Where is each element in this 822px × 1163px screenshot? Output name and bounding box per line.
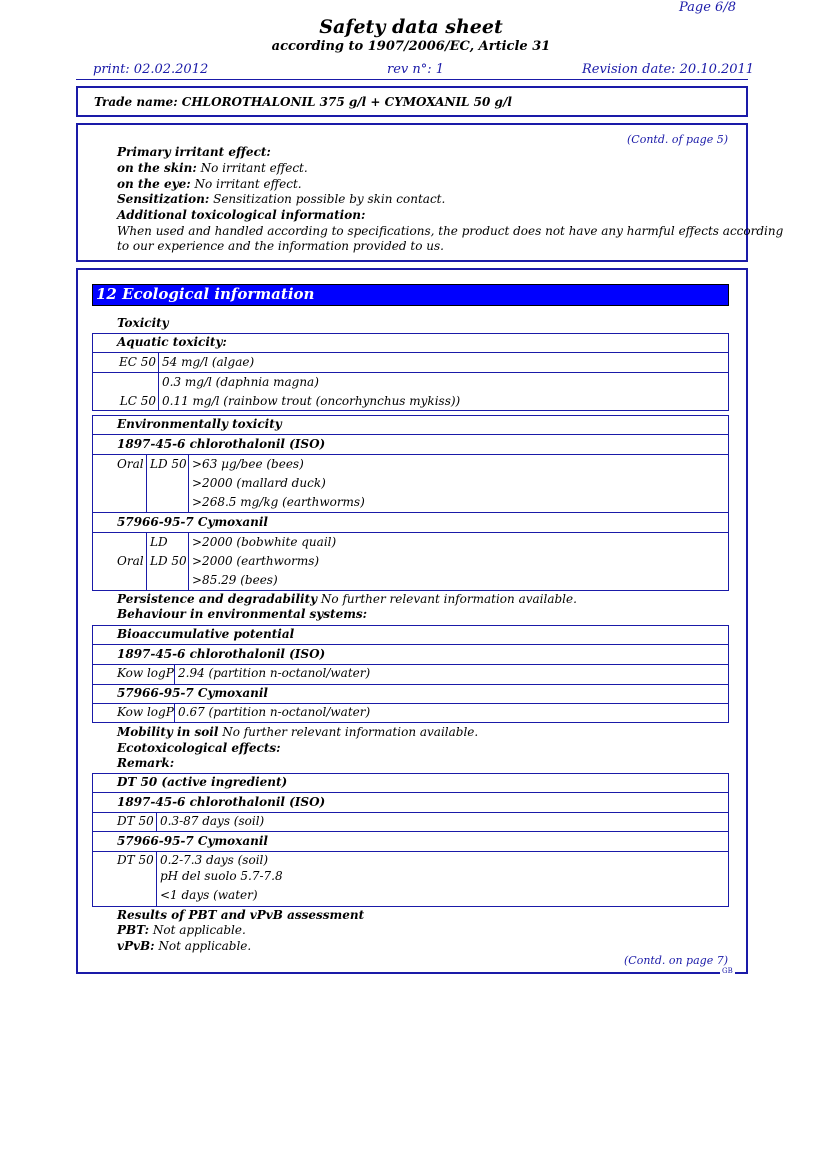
env-s2-type-ld50: LD 50 [150,554,187,568]
bio-substance-chlorothalonil: 1897-45-6 chlorothalonil (ISO) [117,647,326,661]
section11-box [76,123,784,262]
env-s2-value-1: >2000 (bobwhite quail) [192,535,337,549]
print-date: print: 02.02.2012 [93,62,209,77]
environmental-toxicity-title: Environmentally toxicity [117,417,282,431]
table-rule [188,532,189,591]
env-s2-value-3: >85.29 (bees) [192,573,278,587]
toxicity-heading: Toxicity [117,316,169,330]
dt50-1-value: 0.3-87 days (soil) [160,814,265,828]
bio-substance-cymoxanil: 57966-95-7 Cymoxanil [117,686,268,700]
mobility-label: Mobility in soil [117,725,219,739]
kow1-label: Kow logP [117,666,174,680]
aquatic-toxicity-title: Aquatic toxicity: [117,335,227,349]
table-rule [92,812,729,813]
bioaccumulative-title: Bioaccumulative potential [117,627,295,641]
pbt-value: Not applicable. [149,923,246,937]
env-s1-value-2: >2000 (mallard duck) [192,476,326,490]
ec50-label: EC 50 [118,355,156,369]
skin-value: No irritant effect. [196,161,308,175]
vpvb-label: vPvB: [117,939,155,953]
eye-line [117,177,302,191]
contd-from: (Contd. of page 5) [627,133,728,146]
table-rule [92,664,729,665]
skin-line [117,161,308,175]
dt50-2-label: DT 50 [117,853,154,867]
vpvb-value: Not applicable. [154,939,252,953]
dt50-1-label: DT 50 [117,814,154,828]
table-rule [174,703,175,723]
table-rule [158,352,159,411]
document-title: Safety data sheet [319,16,503,38]
table-rule [92,851,729,852]
skin-label: on the skin: [117,161,197,175]
document-subtitle: according to 1907/2006/EC, Article 31 [271,39,551,54]
table-rule [174,664,175,684]
persistence-label: Persistence and degradability [117,592,318,606]
additional-tox-text-1: When used and handled according to specifications, the product does not have any harmful effects according [117,224,784,238]
ecotox-heading: Ecotoxicological effects: [117,741,281,755]
lc50-value-daphnia: 0.3 mg/l (daphnia magna) [162,375,319,389]
additional-tox-heading: Additional toxicological information: [117,208,366,222]
pbt-line [117,923,246,937]
ec50-value: 54 mg/l (algae) [162,355,255,369]
table-rule [156,851,157,907]
kow2-label: Kow logP [117,705,174,719]
dt50-substance-cymoxanil: 57966-95-7 Cymoxanil [117,834,268,848]
table-rule [92,644,729,645]
sensitization-label: Sensitization: [117,192,210,206]
env-substance-cymoxanil: 57966-95-7 Cymoxanil [117,515,268,529]
dt50-2-value-2: pH del suolo 5.7-7.8 [160,869,283,883]
header-rule [76,79,748,80]
table-rule [92,512,729,513]
vpvb-line [117,939,251,953]
table-rule [92,372,729,373]
env-s2-value-2: >2000 (earthworms) [192,554,320,568]
persistence-value: No further relevant information available. [317,592,577,606]
mobility-line [117,725,478,739]
trade-name-box [76,86,748,117]
table-rule [92,352,729,353]
persistence-line [117,592,577,606]
mobility-value: No further relevant information available. [218,725,479,739]
dt50-2-value-3: <1 days (water) [160,888,258,902]
dt50-title: DT 50 (active ingredient) [117,775,288,789]
sensitization-line [117,192,445,206]
dt50-2-value-1: 0.2-7.3 days (soil) [160,853,269,867]
table-rule [146,454,147,512]
env-s1-value-3: >268.5 mg/kg (earthworms) [192,495,365,509]
env-s1-route: Oral [117,457,144,471]
lc50-label: LC 50 [119,394,156,408]
env-s2-type-ld: LD [150,535,168,549]
section12-heading-bar [92,284,729,306]
section12-heading: 12 Ecological information [96,285,315,303]
env-substance-chlorothalonil: 1897-45-6 chlorothalonil (ISO) [117,437,326,451]
kow2-value: 0.67 (partition n-octanol/water) [178,705,371,719]
env-s1-value-1: >63 µg/bee (bees) [192,457,304,471]
table-rule [146,532,147,591]
pbt-label: PBT: [117,923,150,937]
table-rule [188,454,189,512]
env-s1-type: LD 50 [150,457,187,471]
language-tag: GB [722,967,733,975]
trade-name: Trade name: CHLOROTHALONIL 375 g/l + CYMOXANIL 50 g/l [94,95,512,109]
eye-label: on the eye: [117,177,191,191]
page-number: Page 6/8 [679,0,736,15]
table-rule [92,703,729,704]
dt50-substance-chlorothalonil: 1897-45-6 chlorothalonil (ISO) [117,795,326,809]
revision-date: Revision date: 20.10.2011 [582,62,755,77]
remark-heading: Remark: [117,756,175,770]
pbt-heading: Results of PBT and vPvB assessment [117,908,365,922]
additional-tox-text-2: to our experience and the information provided to us. [117,239,444,253]
eye-value: No irritant effect. [190,177,302,191]
contd-next: (Contd. on page 7) [623,954,728,967]
table-rule [92,434,729,435]
behaviour-heading: Behaviour in environmental systems: [117,607,368,621]
table-rule [92,831,729,832]
table-rule [156,812,157,831]
table-rule [92,684,729,685]
primary-irritant-heading: Primary irritant effect: [117,145,271,159]
sensitization-value: Sensitization possible by skin contact. [209,192,446,206]
env-s2-route: Oral [117,554,144,568]
revision-number: rev n°: 1 [387,62,445,77]
lc50-value-trout: 0.11 mg/l (rainbow trout (oncorhynchus mykiss)) [162,394,461,408]
kow1-value: 2.94 (partition n-octanol/water) [178,666,371,680]
table-rule [92,792,729,793]
